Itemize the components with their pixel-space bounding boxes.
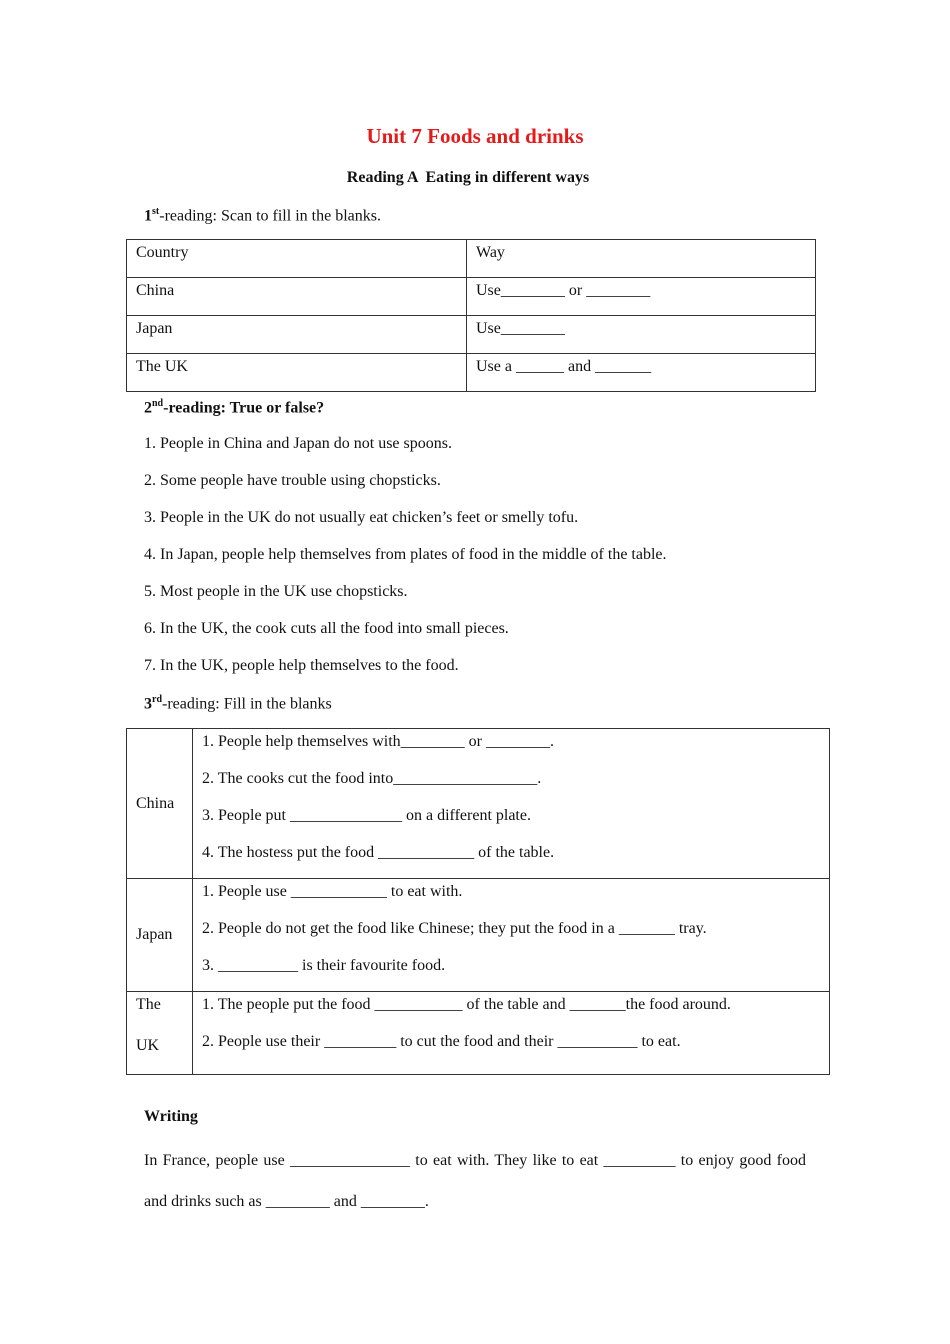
scan-table <box>126 239 816 392</box>
fill-blanks-table <box>126 728 830 1075</box>
scan-table-country-cell: Japan <box>127 316 467 354</box>
country-label-china: China <box>127 729 193 879</box>
fill-row-china <box>127 729 830 879</box>
scan-table-country-cell: China <box>127 278 467 316</box>
scan-table-way-cell[interactable]: Use________ or ________ <box>467 278 816 316</box>
reading-subtitle: Reading A Eating in different ways <box>346 169 590 186</box>
true-false-item: 5. Most people in the UK use chopsticks. <box>144 583 408 600</box>
fill-item[interactable]: 4. The hostess put the food ____________ of the table. <box>202 844 555 861</box>
third-reading-sup: rd <box>152 694 162 705</box>
first-reading-number: 1 <box>144 207 152 225</box>
writing-heading: Writing <box>144 1108 198 1125</box>
uk-label-line2: UK <box>136 1037 160 1054</box>
third-reading-number: 3 <box>144 695 152 713</box>
second-reading-text: -reading: True or false? <box>163 399 325 417</box>
writing-paragraph[interactable]: In France, people use _______________ to eat with. They like to eat _________ to enjoy good food and drinks such as ________ and ________. <box>144 1152 806 1210</box>
third-reading-instruction <box>144 694 332 713</box>
first-reading-text: -reading: Scan to fill in the blanks. <box>159 207 381 225</box>
fill-item[interactable]: 1. The people put the food ___________ of the table and _______the food around. <box>202 996 731 1013</box>
true-false-item: 7. In the UK, people help themselves to the food. <box>144 657 459 674</box>
second-reading-heading <box>144 398 324 417</box>
scan-table-row <box>127 316 816 354</box>
scan-table-header-row <box>127 240 816 278</box>
scan-table-header-way: Way <box>467 240 816 278</box>
second-reading-sup: nd <box>152 398 164 409</box>
fill-item[interactable]: 3. __________ is their favourite food. <box>202 957 446 974</box>
scan-table-row <box>127 278 816 316</box>
fill-item[interactable]: 1. People help themselves with________ or ________. <box>202 733 554 750</box>
unit-title: Unit 7 Foods and drinks <box>366 124 584 148</box>
true-false-item: 4. In Japan, people help themselves from plates of food in the middle of the table. <box>144 546 667 563</box>
third-reading-text: -reading: Fill in the blanks <box>162 695 332 713</box>
fill-item[interactable]: 2. The cooks cut the food into__________________. <box>202 770 542 787</box>
fill-item[interactable]: 1. People use ____________ to eat with. <box>202 883 463 900</box>
country-label-japan: Japan <box>127 879 193 992</box>
true-false-item: 2. Some people have trouble using chopsticks. <box>144 472 441 489</box>
uk-items <box>193 992 830 1075</box>
fill-item[interactable]: 2. People do not get the food like Chinese; they put the food in a _______ tray. <box>202 920 707 937</box>
scan-table-country-cell: The UK <box>127 354 467 392</box>
china-items <box>193 729 830 879</box>
fill-item[interactable]: 3. People put ______________ on a different plate. <box>202 807 531 824</box>
country-label-uk <box>127 992 193 1075</box>
first-reading-instruction <box>144 206 381 225</box>
scan-table-header-country: Country <box>127 240 467 278</box>
true-false-item: 3. People in the UK do not usually eat chicken’s feet or smelly tofu. <box>144 509 579 526</box>
second-reading-number: 2 <box>144 399 152 417</box>
uk-label-line1: The <box>136 996 161 1013</box>
japan-items <box>193 879 830 992</box>
first-reading-sup: st <box>152 206 160 217</box>
true-false-item: 6. In the UK, the cook cuts all the food into small pieces. <box>144 620 509 637</box>
fill-row-japan <box>127 879 830 992</box>
fill-item[interactable]: 2. People use their _________ to cut the food and their __________ to eat. <box>202 1033 681 1050</box>
scan-table-row <box>127 354 816 392</box>
scan-table-way-cell[interactable]: Use a ______ and _______ <box>467 354 816 392</box>
true-false-item: 1. People in China and Japan do not use spoons. <box>144 435 452 452</box>
fill-row-uk <box>127 992 830 1075</box>
scan-table-way-cell[interactable]: Use________ <box>467 316 816 354</box>
